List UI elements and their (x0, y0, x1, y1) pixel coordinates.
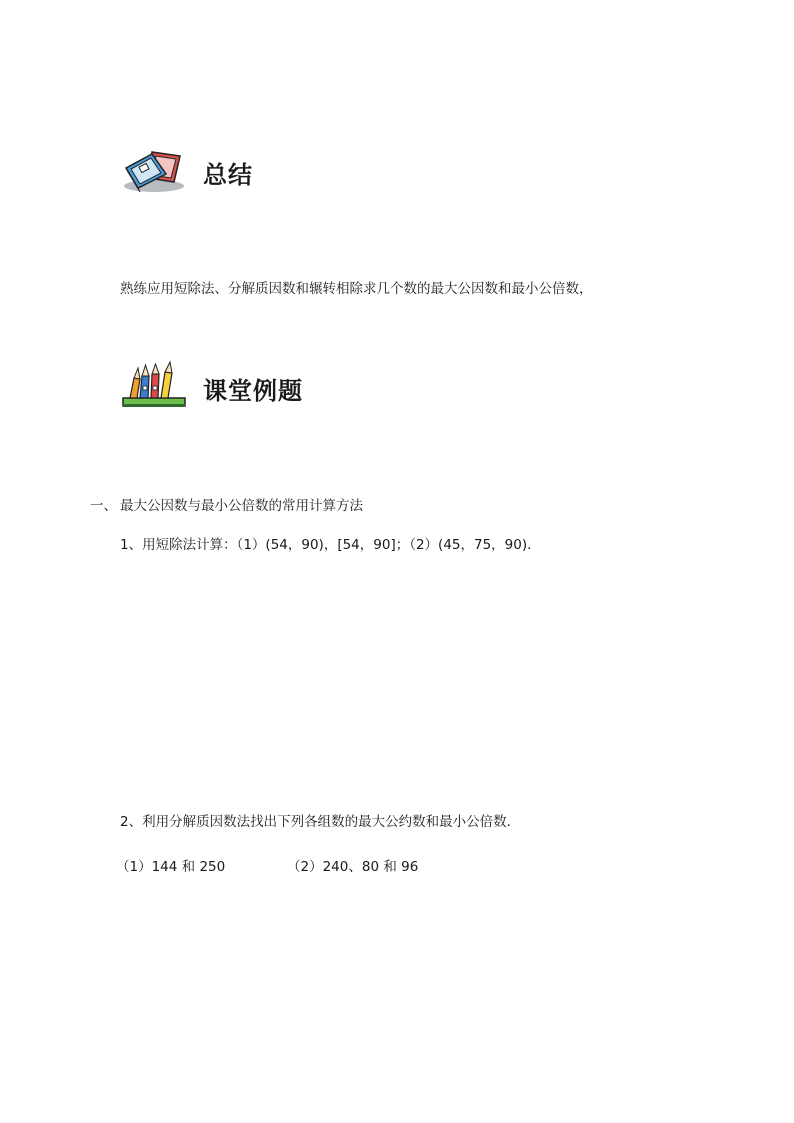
question-2-part-2: （2）240、80 和 96 (287, 859, 419, 875)
question-1: 1、用短除法计算：（1）(54，90)，[54，90]；（2）(45，75，90)． (120, 537, 541, 553)
pencils-icon (120, 360, 188, 410)
summary-title: 总结 (203, 161, 253, 189)
books-icon (122, 148, 188, 194)
section-title: 最大公因数与最小公倍数的常用计算方法 (120, 498, 363, 514)
section-number: 一、 (90, 498, 117, 514)
examples-title: 课堂例题 (203, 377, 303, 405)
question-2-part-1: （1）144 和 250 (116, 859, 226, 875)
summary-text: 熟练应用短除法、分解质因数和辗转相除求几个数的最大公因数和最小公倍数， (120, 281, 593, 297)
question-2: 2、利用分解质因数法找出下列各组数的最大公约数和最小公倍数． (120, 814, 521, 830)
